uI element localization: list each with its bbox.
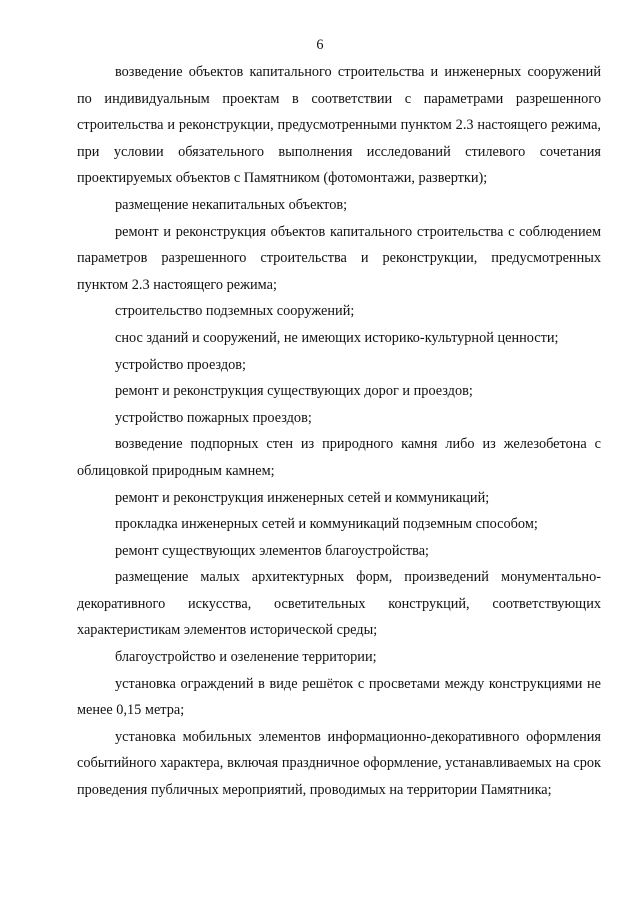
paragraph-non-capital-objects: размещение некапитальных объектов;: [115, 196, 348, 213]
paragraph-demolition: снос зданий и сооружений, не имеющих историко-культурной ценности;: [115, 329, 559, 346]
paragraph-fire-driveways: устройство пожарных проездов;: [115, 409, 312, 426]
paragraph-capital-construction: возведение объектов капитального строительства и инженерных сооружений по индивидуальным проектам в соответствии с параметрами разрешенного строительства и реконструкции, предусмотренными пунктом 2.3 настоящего режима, при условии обязательного выполнения исследований стилевого сочетания проектируемых объектов с Памятником (фотомонтажи, развертки);: [77, 64, 601, 187]
paragraph-roads-repair: ремонт и реконструкция существующих дорог и проездов;: [115, 383, 473, 400]
paragraph-landscaping-repair: ремонт существующих элементов благоустройства;: [115, 542, 430, 559]
page-number: 6: [316, 37, 324, 53]
paragraph-underground-utilities: прокладка инженерных сетей и коммуникаций подземным способом;: [115, 516, 538, 533]
paragraph-retaining-walls: возведение подпорных стен из природного камня либо из железобетона с облицовкой природным камнем;: [77, 436, 601, 479]
paragraph-mobile-decor: установка мобильных элементов информационно-декоративного оформления событийного характера, включая праздничное оформление, устанавливаемых на срок проведения публичных мероприятий, проводимых на территории Памятника;: [77, 728, 601, 799]
paragraph-driveways: устройство проездов;: [115, 356, 247, 373]
paragraph-repair-reconstruction: ремонт и реконструкция объектов капитального строительства с соблюдением параметров разрешенного строительства и реконструкции, предусмотренных пунктом 2.3 настоящего режима;: [77, 223, 601, 293]
paragraph-utility-networks-repair: ремонт и реконструкция инженерных сетей и коммуникаций;: [115, 489, 490, 506]
page-body: [77, 59, 601, 804]
paragraph-fences: установка ограждений в виде решёток с просветами между конструкциями не менее 0,15 метра;: [77, 675, 601, 719]
paragraph-underground-structures: строительство подземных сооружений;: [115, 303, 355, 320]
paragraph-greening: благоустройство и озеленение территории;: [115, 649, 377, 666]
paragraph-small-architectural-forms: размещение малых архитектурных форм, произведений монументально-декоративного искусства, осветительных конструкций, соответствующих характеристикам элементов исторической среды;: [77, 569, 601, 639]
